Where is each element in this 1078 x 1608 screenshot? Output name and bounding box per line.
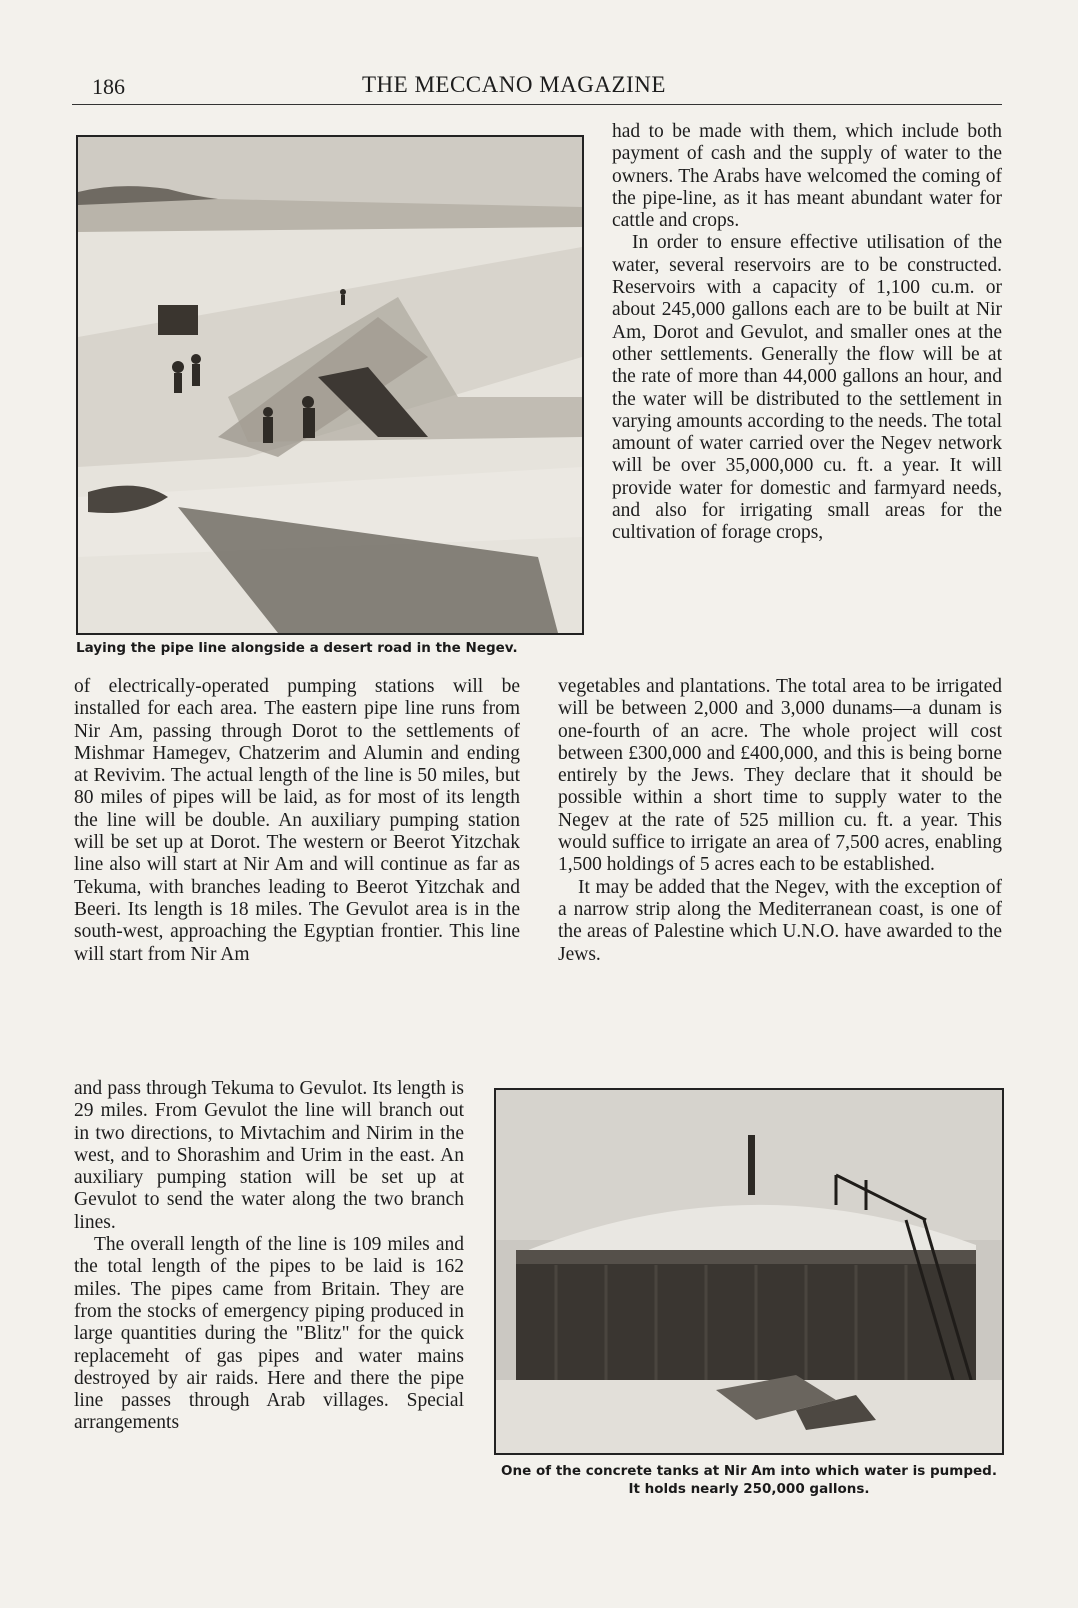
article-paragraph: vegetables and plantations. The total area to be irrigated will be between 2,000 and 3,000 dunams—a dunam is one-fourth of an acre. The whole project will cost between £300,000 and £400,000, and this is being borne entirely by the Jews. They declare that it should be possible within a short time to supply water to the Negev at the rate of 525 million cu. ft. a year. This would suffice to irrigate an area of 7,500 acres, enabling 1,500 holdings of 5 acres each to be established. bbox=[558, 676, 1002, 876]
page-header bbox=[72, 68, 1002, 105]
article-paragraph: The overall length of the line is 109 miles and the total length of the pipes to be laid is 162 miles. The pipes came from Britain. They are from the stocks of emergency piping produced in large quantities during the "Blitz" for the quick replacemeht of gas pipes and water mains destroyed by air raids. Here and there the pipe line passes through Arab villages. Special arrangements bbox=[74, 1234, 464, 1434]
article-paragraph: In order to ensure effective utilisation of the water, several reservoirs are to be constructed. Reservoirs with a capacity of 1,100 cu.m. or about 245,000 gallons each are to be built at Nir Am, Dorot and Gevulot, and smaller ones at the other settlements. Generally the flow will be at the rate of more than 44,000 gallons an hour, and the water will be distributed to the settlement in varying amounts according to the needs. The total amount of water carried over the Negev network will be over 35,000,000 cu. ft. a year. It will provide water for domestic and farmyard needs, and also for irrigating small areas for the cultivation of forage crops, bbox=[612, 232, 1002, 544]
article-paragraph: had to be made with them, which include both payment of cash and the supply of water to the owners. The Arabs have welcomed the coming of the pipe-line, as it has meant abundant water for cattle and crops. bbox=[612, 121, 1002, 232]
article-paragraph: It may be added that the Negev, with the exception of a narrow strip along the Mediterranean coast, is one of the areas of Palestine which U.N.O. have awarded to the Jews. bbox=[558, 876, 1002, 965]
article-column-right-top bbox=[612, 121, 1002, 545]
article-column-left-lower bbox=[74, 1078, 464, 1435]
article-column-middle bbox=[558, 676, 1002, 966]
article-paragraph: and pass through Tekuma to Gevulot. Its length is 29 miles. From Gevulot the line will branch out in two directions, to Mivtachim and Nirim in the west, and to Shorashim and Urim in the east. An auxiliary pumping station will be set up at Gevulot to send the water along the two branch lines. bbox=[74, 1078, 464, 1233]
figure-caption-pipe-line: Laying the pipe line alongside a desert road in the Negev. bbox=[76, 640, 518, 656]
article-column-left bbox=[74, 676, 520, 966]
photo-concrete-tank bbox=[494, 1088, 1004, 1455]
article-paragraph: of electrically-operated pumping stations will be installed for each area. The eastern pipe line runs from Nir Am, passing through Dorot to the settlements of Mishmar Hamegev, Chatzerim and Alumin and ending at Revivim. The actual length of the line is 50 miles, but 80 miles of pipes will be laid, as for most of its length the line will be double. An auxiliary pumping station will be set up at Dorot. The western or Beerot Yitzchak line also will start at Nir Am and will continue as far as Tekuma, with branches leading to Beerot Yitzchak and Beeri. Its length is 18 miles. The Gevulot area is in the south-west, approaching the Egyptian frontier. This line will start from Nir Am bbox=[74, 676, 520, 965]
magazine-title: THE MECCANO MAGAZINE bbox=[362, 72, 666, 97]
figure-caption-concrete-tank: One of the concrete tanks at Nir Am into which water is pumped. It holds nearly 250,000 gallons. bbox=[501, 1463, 997, 1497]
photo-pipe-line-desert bbox=[76, 135, 584, 635]
page-number: 186 bbox=[92, 74, 125, 99]
